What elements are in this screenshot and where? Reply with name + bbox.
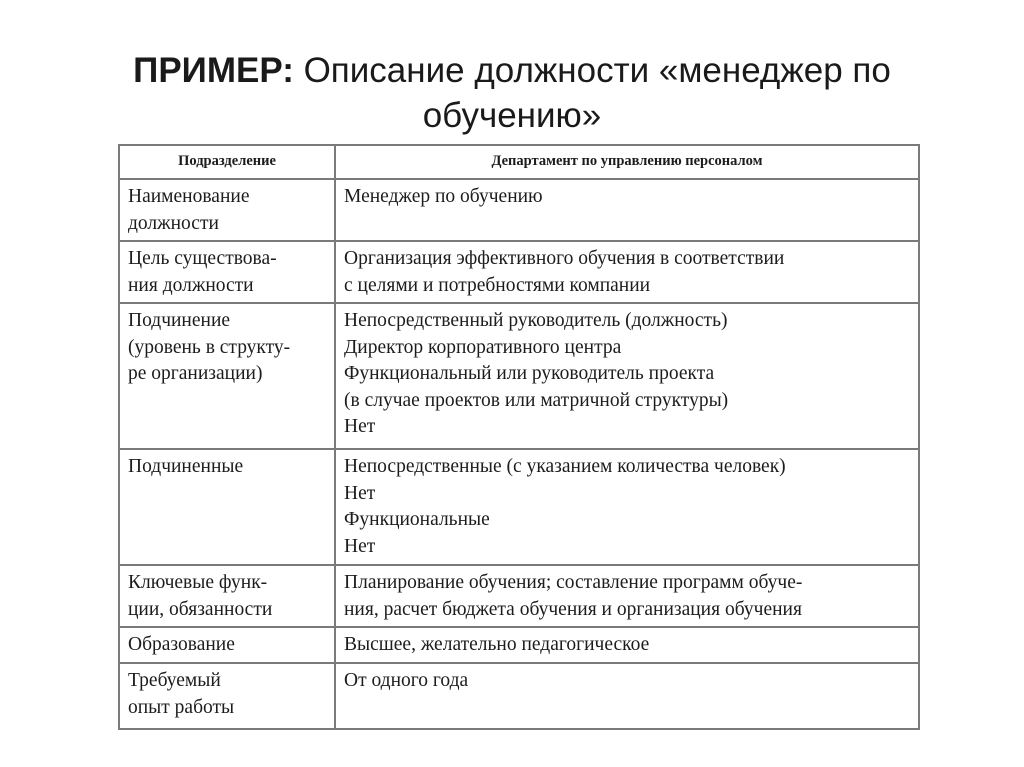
row-value-cell [335, 565, 919, 627]
row-value-line: Нет [344, 535, 376, 557]
table-row [119, 303, 919, 449]
row-label-cell [119, 241, 335, 303]
row-value-line: Нет [344, 416, 376, 437]
header-subdivision: Подразделение [119, 145, 335, 179]
row-value-line: Организация эффективного обучения в соответствии [344, 248, 785, 269]
row-value-line: От одного года [344, 670, 469, 691]
row-value-cell [335, 449, 919, 565]
row-label-cell [119, 449, 335, 565]
row-value-line: Высшее, желательно педагогическое [344, 634, 650, 655]
title-bold-prefix: ПРИМЕР: [133, 51, 294, 90]
row-label-line: Ключевые функ- [128, 572, 268, 593]
job-description-table-container [118, 144, 918, 730]
row-value-line: Функциональные [344, 509, 490, 530]
row-value-cell [335, 179, 919, 241]
row-label-line: ния должности [128, 274, 254, 296]
row-label-cell [119, 179, 335, 241]
row-label-line: Цель существова- [128, 248, 277, 269]
row-label-line: ции, обязанности [128, 598, 273, 620]
row-label-line: Подчинение [128, 310, 231, 331]
row-value-line: Непосредственные (с указанием количества человек) [344, 456, 786, 477]
row-value-line: Непосредственный руководитель (должность) [344, 310, 728, 331]
row-label-line: должности [128, 212, 219, 234]
job-description-table [118, 144, 920, 730]
table-row [119, 241, 919, 303]
row-value-cell [335, 627, 919, 663]
table-row [119, 565, 919, 627]
table-row [119, 179, 919, 241]
row-label-line: Наименование [128, 186, 250, 207]
row-value-line: Планирование обучения; составление программ обуче- [344, 572, 803, 593]
row-value-line: (в случае проектов или матричной структуры) [344, 389, 729, 411]
table-row [119, 663, 919, 729]
page-title [60, 48, 964, 138]
row-value-cell [335, 241, 919, 303]
row-label-cell [119, 303, 335, 449]
row-label-cell [119, 627, 335, 663]
row-label-line: Требуемый [128, 670, 221, 691]
title-line1: Описание должности «менеджер по [293, 51, 891, 90]
row-value-cell [335, 663, 919, 729]
row-label-cell [119, 663, 335, 729]
row-value-line: Функциональный или руководитель проекта [344, 363, 715, 384]
row-value-line: ния, расчет бюджета обучения и организация обучения [344, 598, 802, 620]
title-line2: обучению» [422, 96, 602, 135]
header-department: Департамент по управлению персоналом [335, 145, 919, 179]
row-label-line: Образование [128, 634, 235, 655]
row-value-line: с целями и потребностями компании [344, 274, 651, 296]
row-value-cell [335, 303, 919, 449]
row-value-line: Менеджер по обучению [344, 186, 543, 207]
table-row [119, 449, 919, 565]
row-label-line: (уровень в структу- [128, 336, 291, 358]
table-row [119, 627, 919, 663]
row-label-line: ре организации) [128, 363, 263, 384]
table-header-row [119, 145, 919, 179]
row-label-cell [119, 565, 335, 627]
row-label-line: опыт работы [128, 696, 235, 718]
row-value-line: Нет [344, 482, 376, 504]
row-label-line: Подчиненные [128, 456, 244, 477]
row-value-line: Директор корпоративного центра [344, 336, 622, 358]
